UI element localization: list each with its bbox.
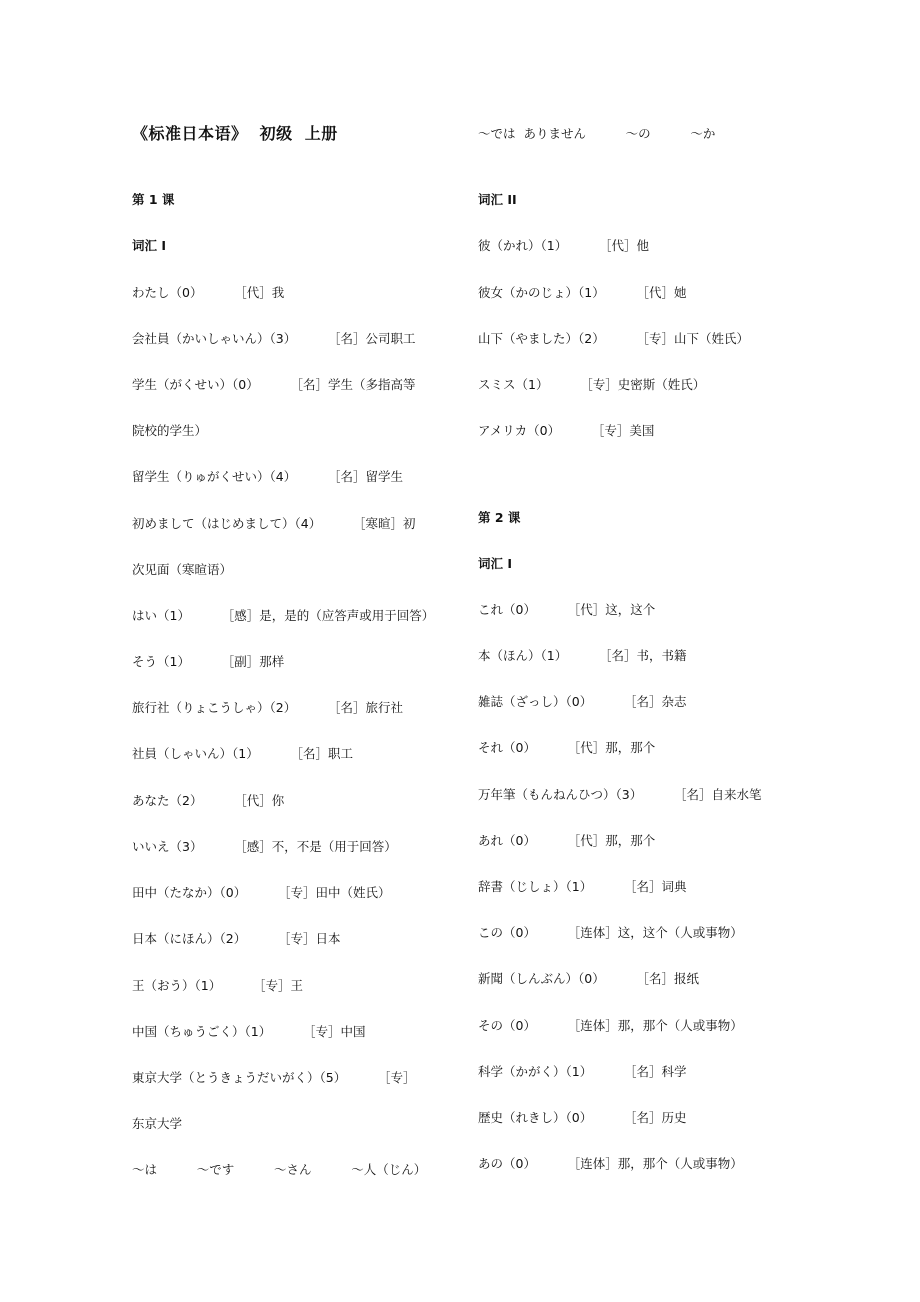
vocab-entry: 初めまして（はじめまして）（4） ［寒暄］初 (132, 516, 416, 531)
page-title: 《标准日本语》 初级 上册 (132, 124, 338, 143)
vocab-entry: 会社員（かいしゃいん）（3） ［名］公司职工 (132, 331, 416, 346)
vocab-1-heading: 词汇 I (132, 238, 167, 253)
vocab-entry: アメリカ（0） ［专］美国 (478, 423, 655, 438)
vocab-entry: わたし（0） ［代］我 (132, 285, 285, 300)
vocab-entry: 新聞（しんぶん）（0） ［名］报纸 (478, 971, 699, 986)
vocab-entry: この（0） ［连体］这，这个（人或事物） (478, 925, 743, 940)
lesson-2-heading: 第 2 课 (478, 510, 521, 525)
vocab-entry: 科学（かがく）（1） ［名］科学 (478, 1064, 687, 1079)
vocab-entry: これ（0） ［代］这，这个 (478, 602, 656, 617)
vocab-entry: あの（0） ［连体］那，那个（人或事物） (478, 1156, 743, 1171)
vocab-entry-continued: 院校的学生） (132, 423, 208, 438)
vocab-entry: 田中（たなか）（0） ［专］田中（姓氏） (132, 885, 391, 900)
vocab-entry: 社員（しゃいん）（1） ［名］职工 (132, 746, 353, 761)
vocab-entry: 学生（がくせい）（0） ［名］学生（多指高等 (132, 377, 416, 392)
vocab-entry: あれ（0） ［代］那，那个 (478, 833, 656, 848)
vocab-entry: それ（0） ［代］那，那个 (478, 740, 656, 755)
vocab-entry: はい（1） ［感］是，是的（应答声或用于回答） (132, 608, 435, 623)
vocab-entry: 雑誌（ざっし）（0） ［名］杂志 (478, 694, 687, 709)
vocab-entry: 留学生（りゅがくせい）（4） ［名］留学生 (132, 469, 403, 484)
vocab-entry: 王（おう）（1） ［专］王 (132, 978, 303, 993)
vocab-entry-continued: 东京大学 (132, 1116, 183, 1131)
vocab-entry: 彼女（かのじょ）（1） ［代］她 (478, 285, 687, 300)
vocab-entry: 日本（にほん）（2） ［专］日本 (132, 931, 341, 946)
vocab-entry: 歴史（れきし）（0） ［名］历史 (478, 1110, 687, 1125)
vocab-2-heading: 词汇 II (478, 192, 517, 207)
vocab-entry: 彼（かれ）（1） ［代］他 (478, 238, 649, 253)
grammar-patterns: ～は ～です ～さん ～人（じん） (132, 1162, 427, 1177)
vocab-entry: 山下（やました）（2） ［专］山下（姓氏） (478, 331, 749, 346)
lesson-1-heading: 第 1 课 (132, 192, 175, 207)
vocab-entry: 中国（ちゅうごく）（1） ［专］中国 (132, 1024, 366, 1039)
vocab-entry: 万年筆（もんねんひつ）（3） ［名］自来水笔 (478, 787, 762, 802)
grammar-patterns: ～では ありません ～の ～か (478, 126, 716, 141)
vocab-entry-continued: 次见面（寒暄语） (132, 562, 233, 577)
vocab-entry: あなた（2） ［代］你 (132, 793, 285, 808)
vocab-entry: 辞書（じしょ）（1） ［名］词典 (478, 879, 687, 894)
vocab-entry: その（0） ［连体］那，那个（人或事物） (478, 1018, 743, 1033)
vocab-1-heading: 词汇 I (478, 556, 513, 571)
vocab-entry: 本（ほん）（1） ［名］书，书籍 (478, 648, 687, 663)
vocab-entry: 東京大学（とうきょうだいがく）（5） ［专］ (132, 1070, 416, 1085)
vocab-entry: 旅行社（りょこうしゃ）（2） ［名］旅行社 (132, 700, 403, 715)
vocab-entry: スミス（1） ［专］史密斯（姓氏） (478, 377, 706, 392)
vocab-entry: いいえ（3） ［感］不，不是（用于回答） (132, 839, 397, 854)
vocab-entry: そう（1） ［副］那样 (132, 654, 285, 669)
